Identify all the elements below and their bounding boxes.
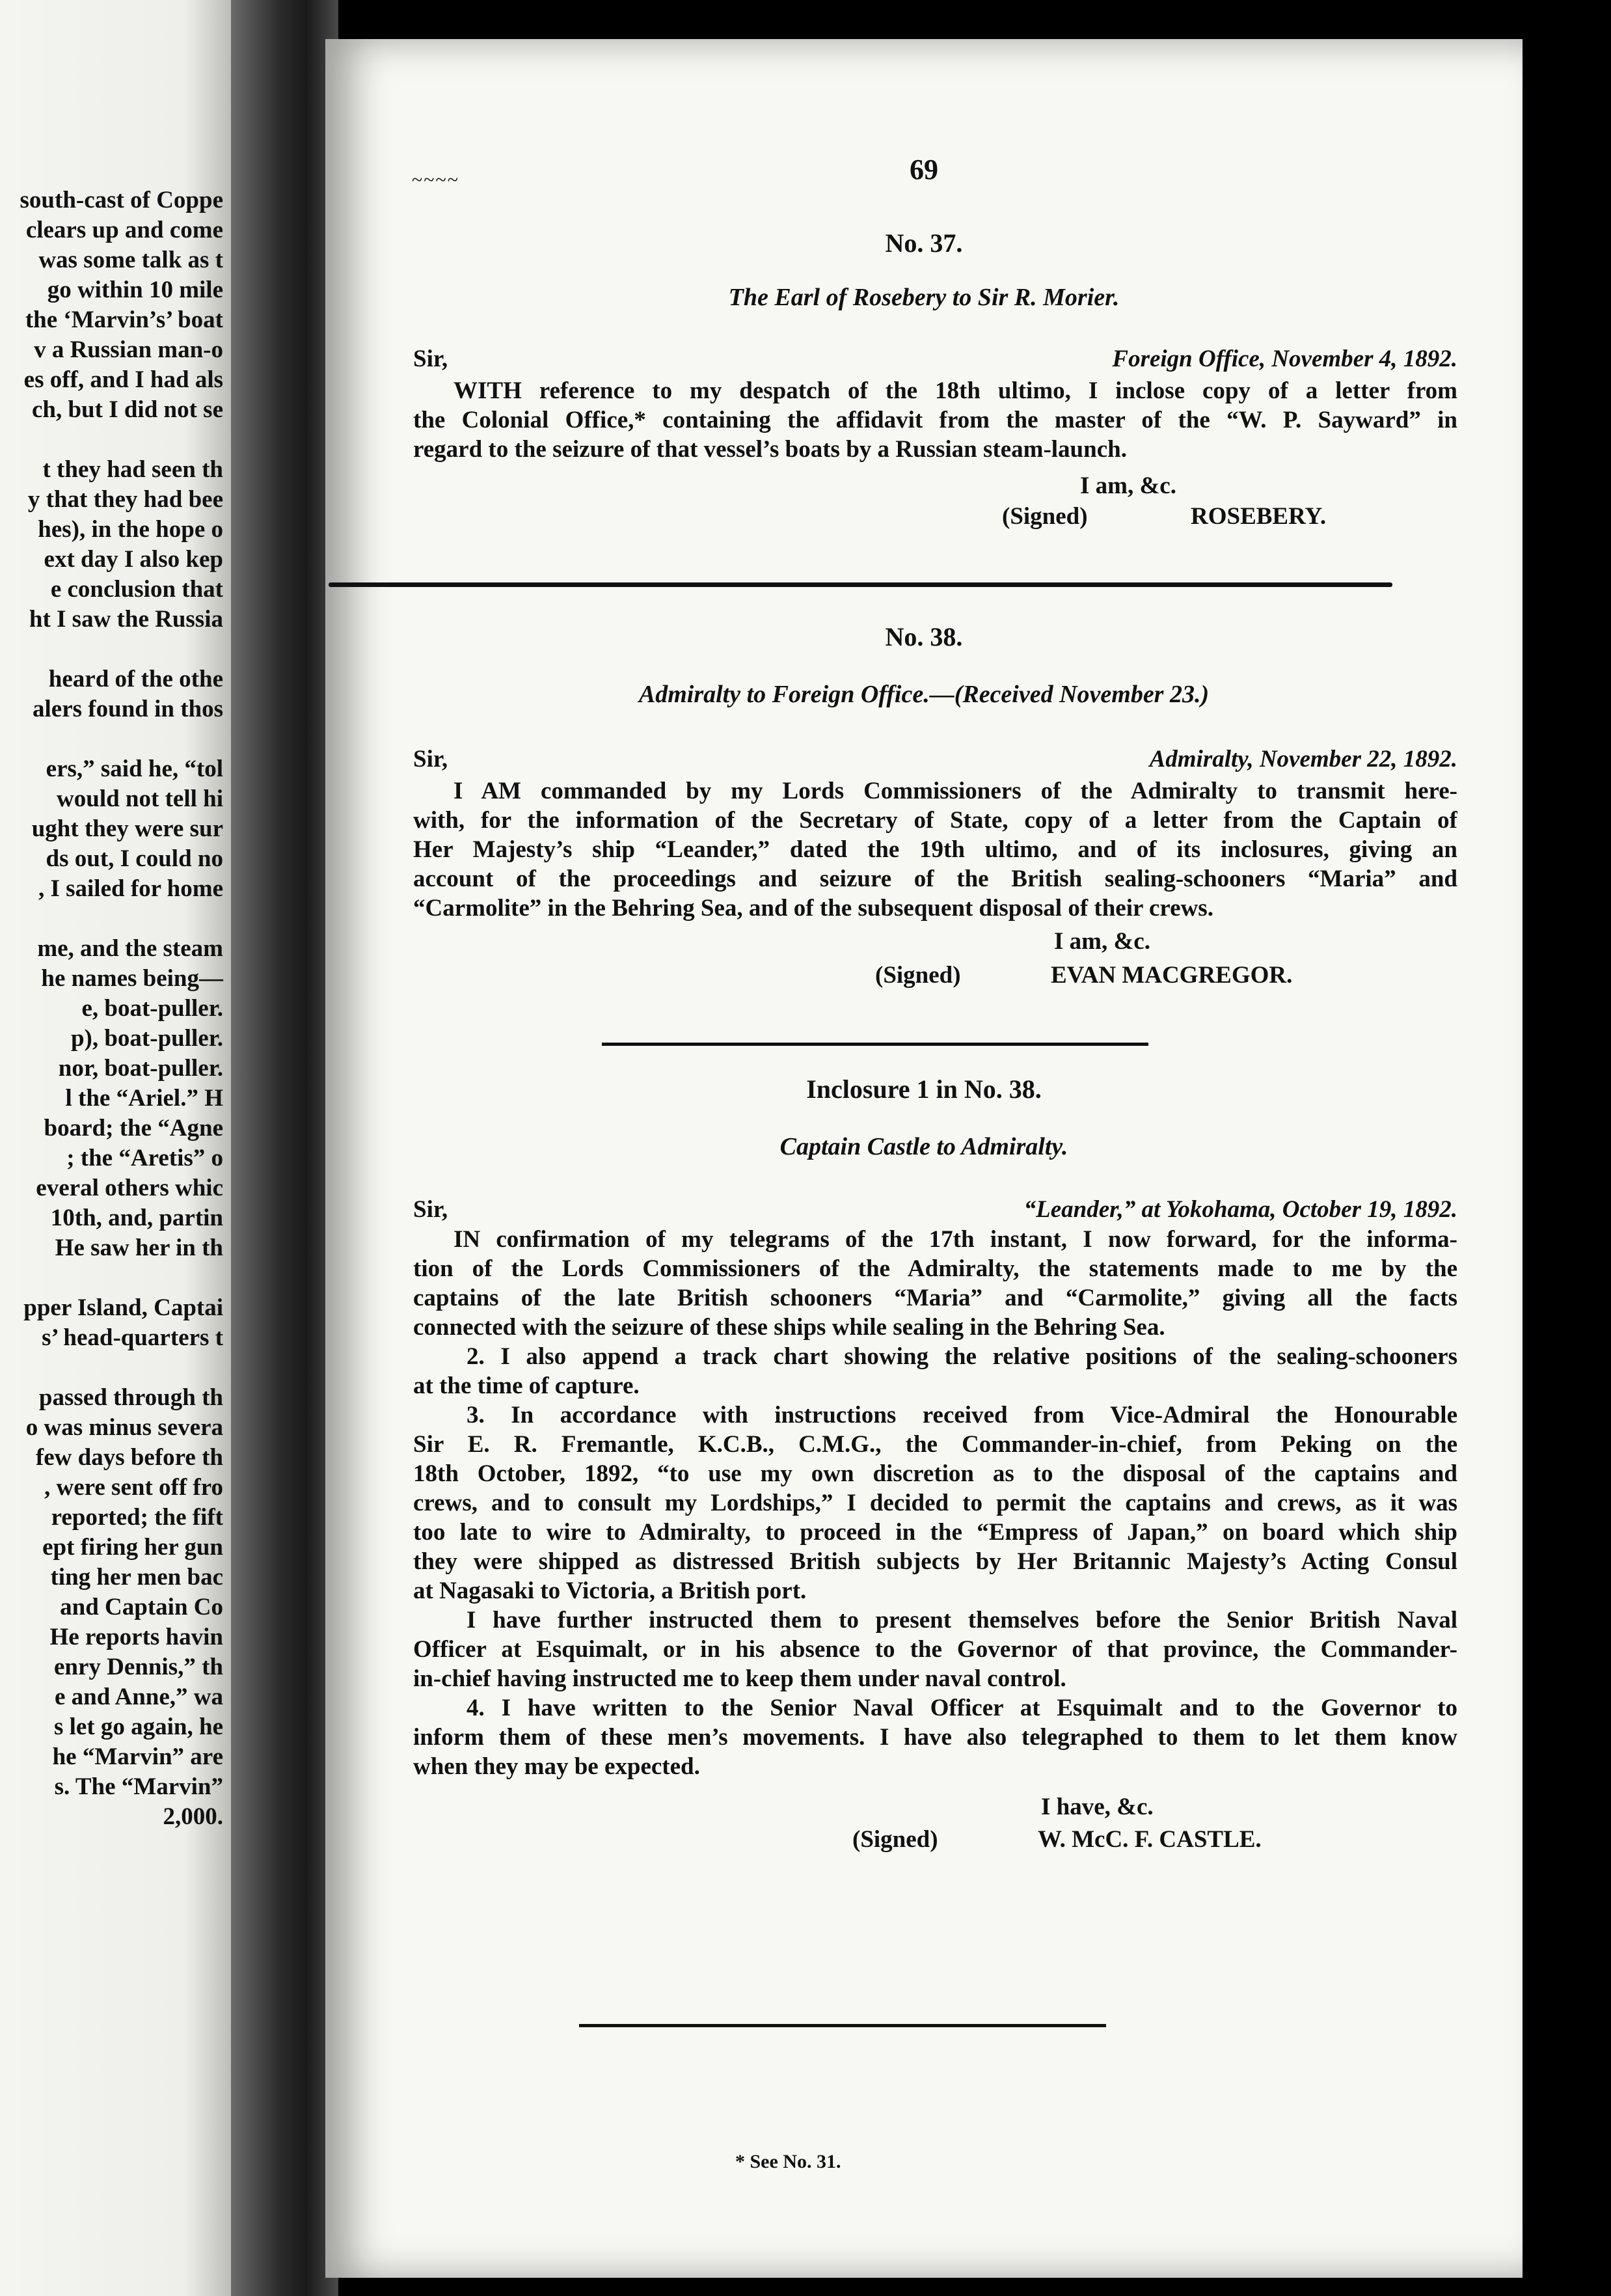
inclosure-body xyxy=(413,1225,1457,1781)
inclosure-heading: Inclosure 1 in No. 38. xyxy=(806,1074,1042,1104)
left-page-line xyxy=(20,904,223,934)
pencil-mark: ~~~~ xyxy=(412,169,459,191)
doc38-dateline: Admiralty, November 22, 1892. xyxy=(1149,746,1457,772)
left-page-line: board; the “Agne xyxy=(44,1115,223,1141)
left-page-line xyxy=(20,635,223,664)
inclosure-signed-label: (Signed) xyxy=(852,1826,938,1853)
inclosure-body-line: at Nagasaki to Victoria, a British port. xyxy=(413,1578,807,1604)
inclosure-body-line: 18th October, 1892, “to use my own discretion as to the disposal of the captains and xyxy=(413,1460,1457,1487)
doc38-heading: No. 38. xyxy=(885,622,963,651)
doc37-salutation: Sir, xyxy=(413,346,448,372)
inclosure-body-line: inform them of these men’s movements. I have also telegraphed to them to let them know xyxy=(413,1724,1457,1751)
left-page-line: e, boat-puller. xyxy=(81,995,223,1022)
doc38-signer: EVAN MACGREGOR. xyxy=(1051,962,1293,989)
left-page-line: was some talk as t xyxy=(38,247,223,273)
left-page-line: few days before th xyxy=(35,1444,223,1471)
document-page xyxy=(325,39,1523,2278)
inclosure-title: Captain Castle to Admiralty. xyxy=(779,1133,1068,1160)
doc38-body xyxy=(413,776,1457,923)
doc37-closing: I am, &c. xyxy=(1080,472,1176,499)
inclosure-body-line: they were shipped as distressed British subjects by Her Britannic Majesty’s Acting Consul xyxy=(413,1548,1457,1575)
left-page-line: nor, boat-puller. xyxy=(58,1055,223,1082)
inclosure-body-line: at the time of capture. xyxy=(413,1373,640,1399)
left-page-line: me, and the steam xyxy=(37,935,223,962)
end-divider xyxy=(579,2024,1106,2027)
left-page-line: ; the “Aretis” o xyxy=(66,1145,223,1171)
left-page-line: s. The “Marvin” xyxy=(54,1773,223,1800)
left-page-line: alers found in thos xyxy=(33,696,223,722)
inclosure-body-line: connected with the seizure of these ships while sealing in the Behring Sea. xyxy=(413,1314,1165,1341)
doc38-signed-label: (Signed) xyxy=(875,962,961,989)
doc38-body-line: I AM commanded by my Lords Commissioners of the Admiralty to transmit here- xyxy=(454,778,1457,804)
left-page-line: , I sailed for home xyxy=(38,875,223,902)
doc37-body-line: the Colonial Office,* containing the affidavit from the master of the “W. P. Sayward” in xyxy=(413,407,1457,433)
inclosure-body-line: captains of the late British schooners “Maria” and “Carmolite,” giving all the facts xyxy=(413,1285,1457,1311)
inclosure-body-line: in-chief having instructed me to keep them under naval control. xyxy=(413,1665,1066,1692)
left-page-fragment xyxy=(0,0,231,2296)
doc38-closing: I am, &c. xyxy=(1054,928,1150,955)
page-number: 69 xyxy=(910,154,938,185)
inclosure-divider xyxy=(602,1043,1148,1046)
doc38-body-line: account of the proceedings and seizure of the British sealing-schooners “Maria” and xyxy=(413,866,1457,892)
doc37-signed-label: (Signed) xyxy=(1002,503,1088,530)
footnote: * See No. 31. xyxy=(735,2151,841,2172)
doc37-dateline: Foreign Office, November 4, 1892. xyxy=(1112,346,1457,372)
left-page-line: everal others whic xyxy=(36,1175,223,1201)
left-page-line: ught they were sur xyxy=(31,815,223,842)
doc38-title: Admiralty to Foreign Office.—(Received November 23.) xyxy=(638,681,1210,708)
inclosure-body-line: 2. I also append a track chart showing the relative positions of the sealing-schooners xyxy=(467,1343,1457,1370)
left-page-line xyxy=(20,1353,223,1383)
inclosure-body-line: 3. In accordance with instructions received from Vice-Admiral the Honourable xyxy=(467,1402,1457,1428)
left-page-line: ept firing her gun xyxy=(42,1534,223,1561)
inclosure-body-line: crews, and to consult my Lordships,” I decided to permit the captains and crews, as it was xyxy=(413,1490,1457,1516)
inclosure-signer: W. McC. F. CASTLE. xyxy=(1038,1826,1262,1853)
left-page-line: ch, but I did not se xyxy=(31,396,223,423)
left-page-line xyxy=(20,724,223,754)
left-page-line: He saw her in th xyxy=(55,1235,223,1261)
left-page-line: would not tell hi xyxy=(57,786,223,812)
doc38-body-line: Her Majesty’s ship “Leander,” dated the 19th ultimo, and of its inclosures, giving an xyxy=(413,836,1457,863)
left-page-line: reported; the fift xyxy=(51,1504,223,1531)
left-page-line: heard of the othe xyxy=(48,666,223,692)
left-page-line: enry Dennis,” th xyxy=(53,1654,223,1680)
left-page-line: ers,” said he, “tol xyxy=(46,756,223,782)
left-page-line: passed through th xyxy=(38,1384,223,1411)
inclosure-salutation: Sir, xyxy=(413,1196,448,1223)
book-gutter xyxy=(231,0,338,2296)
left-page-line xyxy=(20,1263,223,1293)
left-page-line: he “Marvin” are xyxy=(52,1743,223,1770)
left-page-line: e conclusion that xyxy=(50,576,223,603)
doc37-body-line: regard to the seizure of that vessel’s boats by a Russian steam-launch. xyxy=(413,436,1127,463)
left-page-line: the ‘Marvin’s’ boat xyxy=(25,307,223,333)
doc37-heading: No. 37. xyxy=(885,228,963,258)
doc37-title: The Earl of Rosebery to Sir R. Morier. xyxy=(728,284,1120,311)
left-page-line: v a Russian man-o xyxy=(34,336,223,363)
left-page-line: , were sent off fro xyxy=(44,1474,223,1501)
left-page-line: hes), in the hope o xyxy=(38,516,223,543)
inclosure-body-line: tion of the Lords Commissioners of the Admiralty, the statements made to me by the xyxy=(413,1255,1457,1282)
left-page-line: he names being— xyxy=(41,965,223,992)
left-page-line: pper Island, Captai xyxy=(23,1294,223,1321)
left-page-line: s’ head-quarters t xyxy=(42,1324,223,1351)
left-page-line: ht I saw the Russia xyxy=(29,606,223,633)
inclosure-dateline: “Leander,” at Yokohama, October 19, 1892. xyxy=(1023,1196,1457,1223)
left-page-text xyxy=(20,185,223,1832)
section-divider xyxy=(329,582,1392,587)
left-page-line: south-cast of Coppe xyxy=(20,187,223,213)
inclosure-body-line: I have further instructed them to present themselves before the Senior British Naval xyxy=(467,1607,1457,1633)
left-page-line: He reports havin xyxy=(49,1624,223,1650)
doc37-body-line: WITH reference to my despatch of the 18th ultimo, I inclose copy of a letter from xyxy=(454,377,1457,404)
left-page-line: s let go again, he xyxy=(53,1714,223,1740)
doc38-salutation: Sir, xyxy=(413,746,448,772)
inclosure-body-line: too late to wire to Admiralty, to proceed in the “Empress of Japan,” on board which ship xyxy=(413,1519,1457,1546)
left-page-line: 2,000. xyxy=(163,1803,223,1830)
left-page-line: es off, and I had als xyxy=(23,366,223,393)
left-page-line: o was minus severa xyxy=(25,1414,223,1441)
left-page-line: l the “Ariel.” H xyxy=(65,1085,223,1112)
inclosure-body-line: Sir E. R. Fremantle, K.C.B., C.M.G., the Commander-in-chief, from Peking on the xyxy=(413,1431,1457,1458)
inclosure-closing: I have, &c. xyxy=(1041,1794,1154,1820)
inclosure-body-line: IN confirmation of my telegrams of the 17th instant, I now forward, for the informa- xyxy=(454,1226,1457,1253)
inclosure-body-line: 4. I have written to the Senior Naval Officer at Esquimalt and to the Governor to xyxy=(467,1695,1457,1721)
left-page-line: t they had seen th xyxy=(42,456,223,483)
left-page-line: 10th, and, partin xyxy=(50,1205,223,1231)
doc37-body xyxy=(413,376,1457,464)
left-page-line: p), boat-puller. xyxy=(70,1025,223,1052)
left-page-line: and Captain Co xyxy=(60,1594,223,1620)
doc38-body-line: with, for the information of the Secretary of State, copy of a letter from the Captain of xyxy=(413,807,1457,834)
inclosure-body-line: when they may be expected. xyxy=(413,1753,700,1780)
left-page-line: clears up and come xyxy=(25,217,223,243)
inclosure-body-line: Officer at Esquimalt, or in his absence to the Governor of that province, the Commander- xyxy=(413,1636,1457,1663)
doc37-signer: ROSEBERY. xyxy=(1191,503,1327,530)
left-page-line: e and Anne,” wa xyxy=(54,1684,223,1710)
left-page-line: ting her men bac xyxy=(50,1564,223,1591)
left-page-line: ext day I also kep xyxy=(44,546,223,573)
left-page-line: go within 10 mile xyxy=(47,277,223,303)
left-page-line xyxy=(20,425,223,455)
left-page-line: ds out, I could no xyxy=(46,845,223,872)
left-page-line: y that they had bee xyxy=(27,486,223,513)
doc38-body-line: “Carmolite” in the Behring Sea, and of the subsequent disposal of their crews. xyxy=(413,895,1213,922)
